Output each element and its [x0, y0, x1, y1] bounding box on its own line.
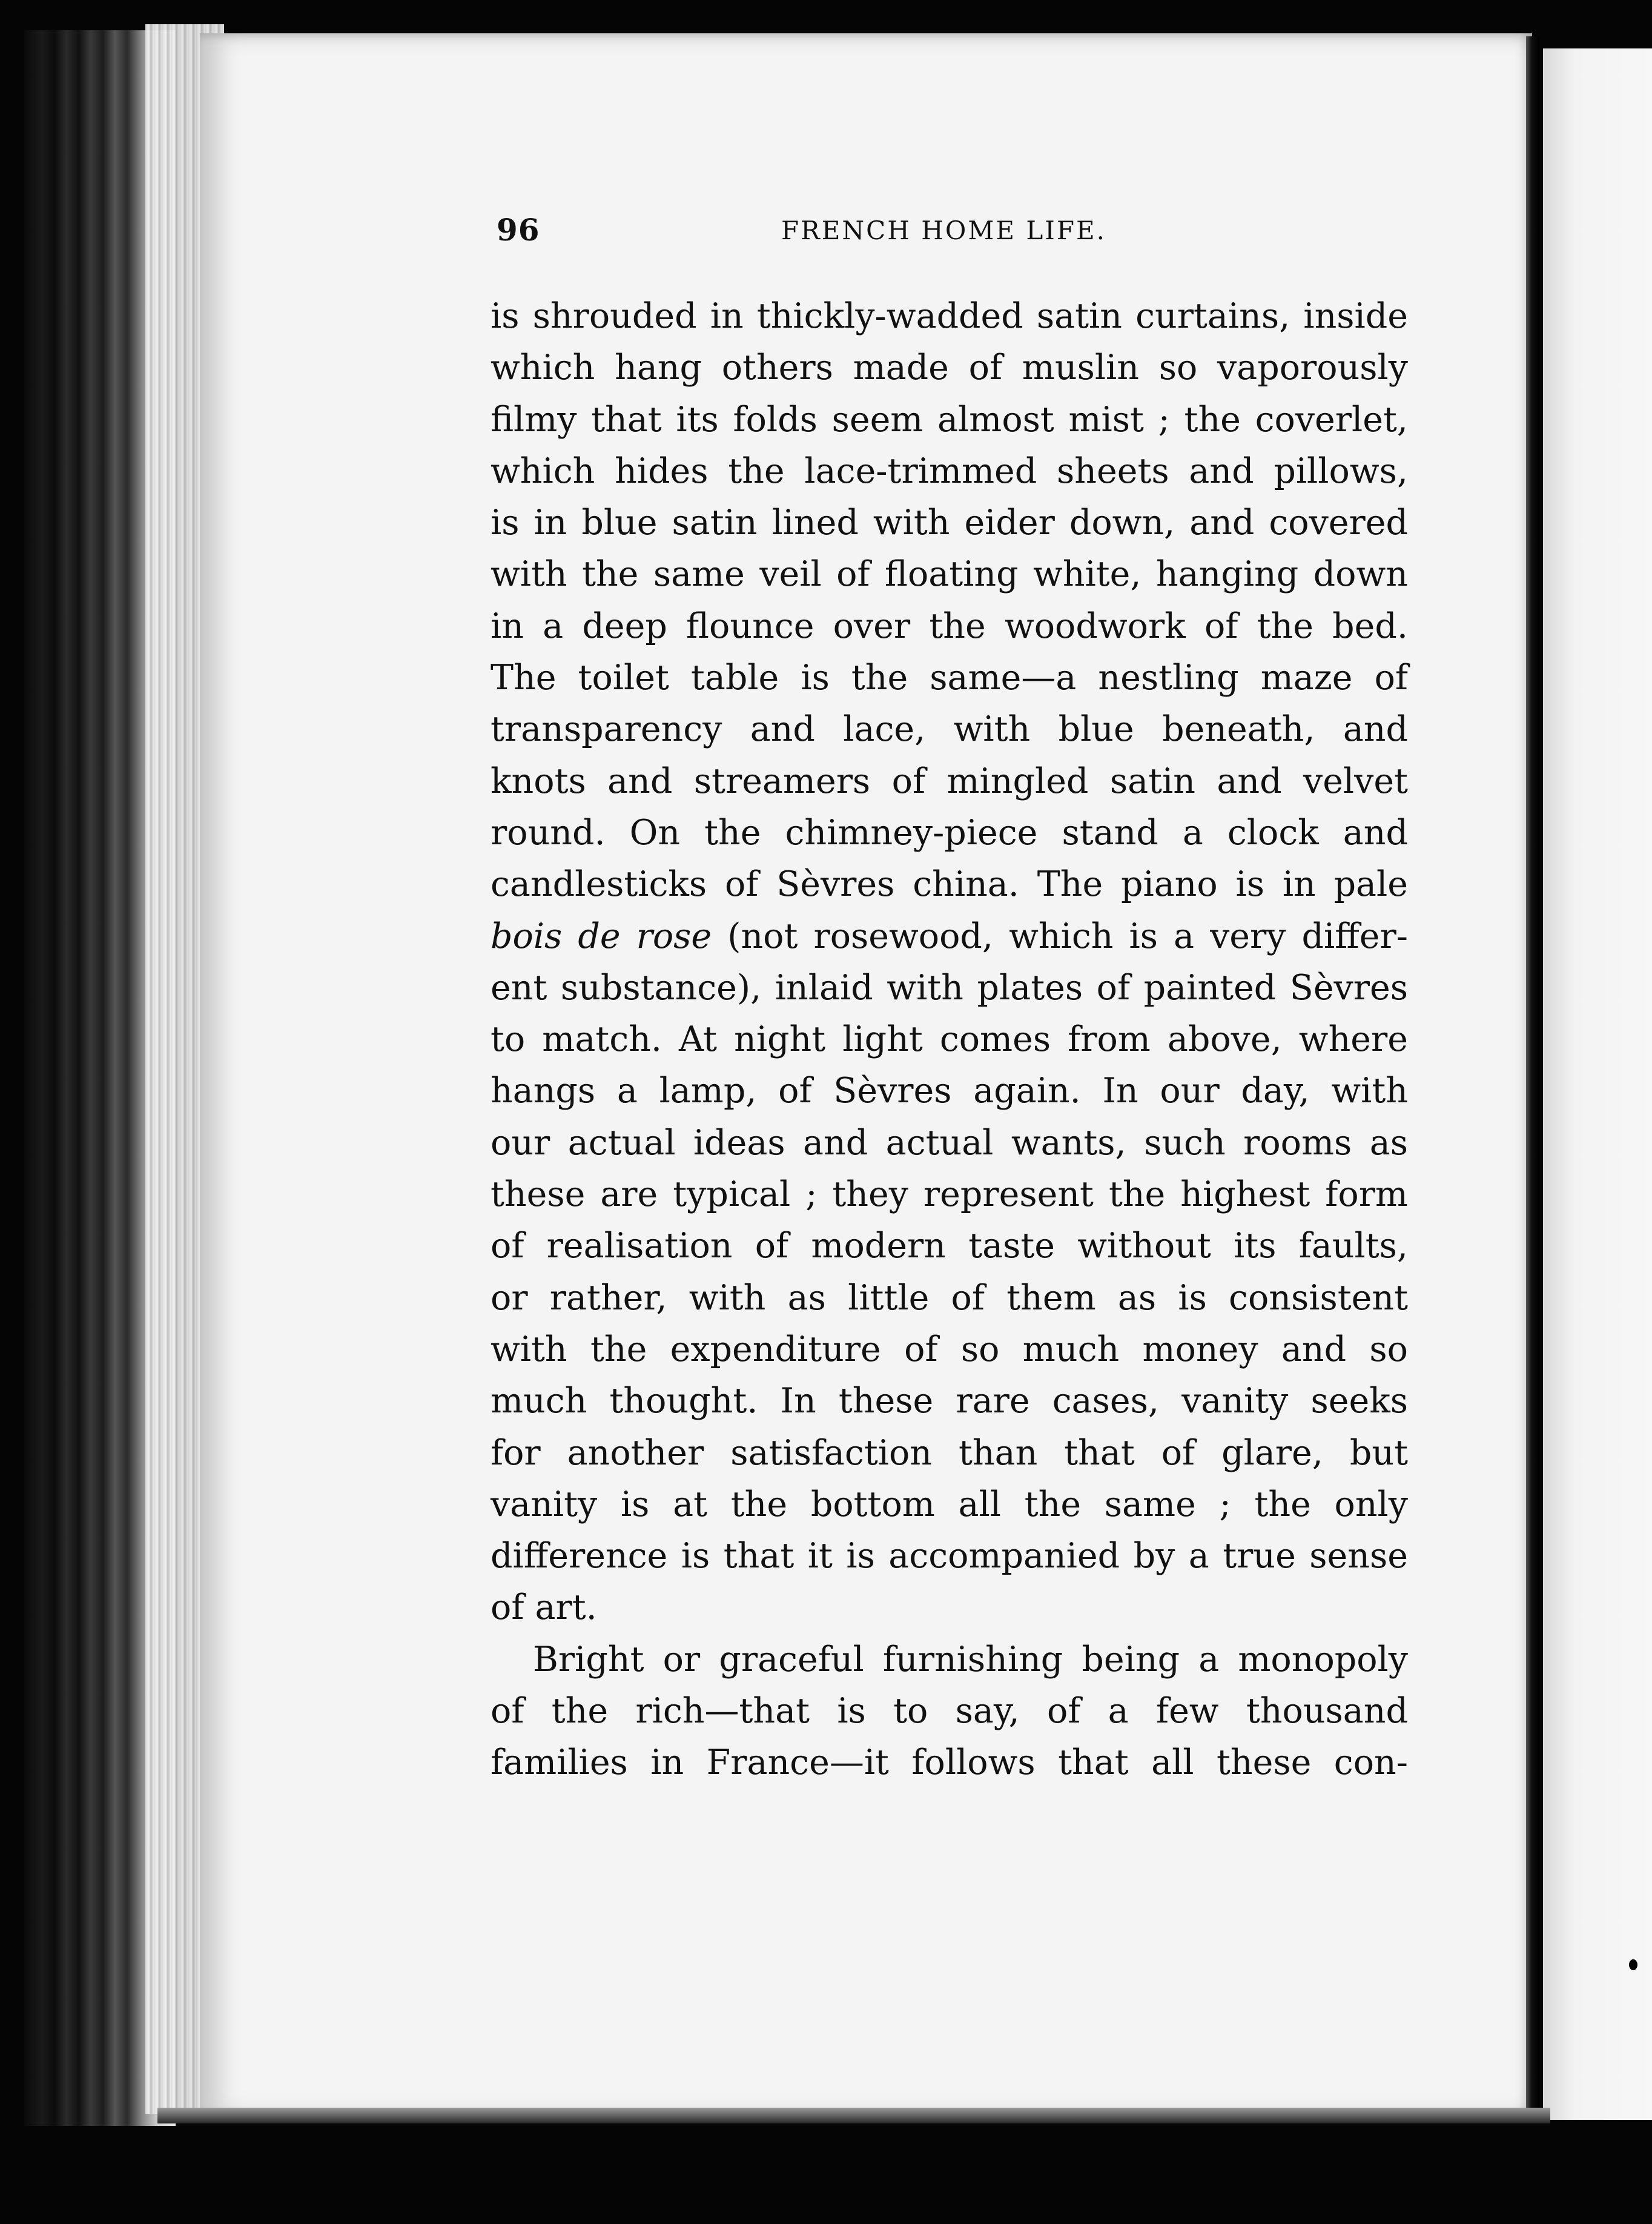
text-line: or rather, with as little of them as is consistent	[491, 1277, 1408, 1318]
next-page-edge	[1543, 48, 1652, 2120]
ink-dot	[1629, 1959, 1637, 1970]
text-line: vanity is at the bottom all the same ; the only	[491, 1484, 1408, 1524]
text-line: is shrouded in thickly-wadded satin curtains, inside	[491, 296, 1408, 336]
text-line: difference is that it is accompanied by a true sense	[491, 1536, 1408, 1577]
running-title: FRENCH HOME LIFE.	[781, 216, 1106, 245]
text-line: The toilet table is the same—a nestling maze of	[491, 658, 1408, 698]
text-line: these are typical ; they represent the highest form	[491, 1174, 1408, 1215]
bottom-shadow	[157, 2108, 1550, 2123]
text-line: of the rich—that is to say, of a few thousand	[491, 1691, 1408, 1732]
text-line: much thought. In these rare cases, vanity seeks	[491, 1381, 1408, 1421]
text-line: round. On the chimney-piece stand a clock and	[491, 812, 1408, 853]
page-number: 96	[497, 212, 540, 248]
text-line: of realisation of modern taste without its faults,	[491, 1226, 1408, 1266]
text-line: which hang others made of muslin so vaporously	[491, 348, 1408, 388]
text-line: with the same veil of floating white, hanging down	[491, 554, 1408, 595]
text-line: filmy that its folds seem almost mist ; the coverlet,	[491, 399, 1408, 440]
text-line: for another satisfaction than that of glare, but	[491, 1432, 1408, 1473]
text-line: our actual ideas and actual wants, such rooms as	[491, 1122, 1408, 1163]
paragraph-end-line: of art.	[491, 1587, 597, 1628]
text-line: candlesticks of Sèvres china. The piano is in pale	[491, 864, 1408, 905]
text-line: which hides the lace-trimmed sheets and pillows,	[491, 451, 1408, 491]
text-line-italic-start	[491, 911, 1408, 962]
text-line: families in France—it follows that all these con-	[491, 1742, 1408, 1783]
text-line: transparency and lace, with blue beneath, and	[491, 709, 1408, 750]
text-line: to match. At night light comes from above, where	[491, 1019, 1408, 1060]
gutter-line	[1526, 36, 1539, 2120]
text-line: in a deep flounce over the woodwork of the bed.	[491, 606, 1408, 646]
text-line: is in blue satin lined with eider down, and covered	[491, 503, 1408, 543]
text-line: hangs a lamp, of Sèvres again. In our day, with	[491, 1071, 1408, 1111]
paragraph-start-line: Bright or graceful furnishing being a monopoly	[533, 1639, 1408, 1680]
text-line-rest: (not rosewood, which is a very differ-	[727, 916, 1408, 956]
text-line: knots and streamers of mingled satin and velvet	[491, 761, 1408, 801]
text-line: with the expenditure of so much money and so	[491, 1329, 1408, 1369]
text-line: ent substance), inlaid with plates of painted Sèvres	[491, 967, 1408, 1008]
text-body	[491, 291, 1408, 1789]
running-head	[497, 212, 1411, 248]
italic-phrase: bois de rose	[491, 916, 712, 956]
